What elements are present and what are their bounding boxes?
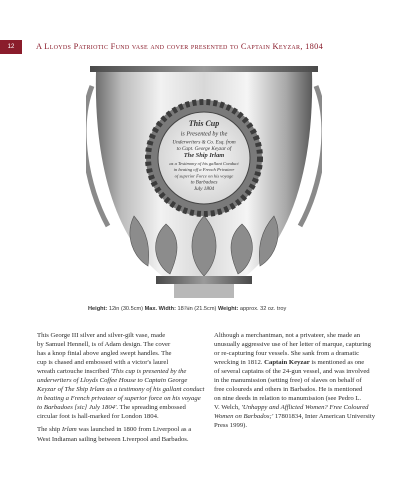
text-line: circular foot is hall-marked for London 1804. xyxy=(37,413,159,421)
figure-caption xyxy=(88,306,388,312)
cartouche-line: is Presented by the xyxy=(180,130,228,138)
text-line: cup is chased and embossed with a victor's laurel xyxy=(37,359,169,367)
text-run: The spreading embossed xyxy=(118,404,186,412)
text-run: is mentioned as one xyxy=(309,359,365,367)
cartouche-line: to Barbadoes xyxy=(190,180,218,186)
cartouche-line: Underwriters & Co. Esq. from xyxy=(172,139,236,146)
text-line: by Samuel Hennell, is of Adam design. The cover xyxy=(37,341,171,349)
body-column-right xyxy=(214,331,398,435)
paragraph-ship-history xyxy=(37,425,221,443)
inscription-quote: to Barbadoes [sic] July 1804'. xyxy=(37,404,119,412)
weight-label: Weight: xyxy=(217,306,239,312)
height-label: Height: xyxy=(88,306,108,312)
text-line xyxy=(37,403,221,412)
text-line: on nine deeds in relation to manumission (see Pedro L. xyxy=(214,395,362,403)
text-line: has a knop finial above angled swept handles. The xyxy=(37,350,172,358)
text-run: wrecking in 1812. xyxy=(214,359,265,367)
text-line: Although a merchantman, not a privateer, she made an xyxy=(214,332,361,339)
text-line xyxy=(37,394,221,403)
text-line: free coloureds and others in Barbados. He is mentioned xyxy=(214,386,363,394)
height-value: 12in (30.5cm) xyxy=(108,306,144,312)
inscription-quote: Keyzar of The Ship Irlam as a testimony of his gallant conduct xyxy=(37,386,205,394)
text-run: The ship xyxy=(37,426,62,434)
text-line xyxy=(214,403,398,412)
running-head: A Lloyds Patriotic Fund vase and cover presented to Captain Keyzar, 1804 xyxy=(36,42,324,51)
ship-name: Irlam xyxy=(61,426,77,434)
body-column-left xyxy=(37,331,221,448)
cartouche-line: The Ship Irlam xyxy=(183,152,225,159)
max-width-value: 18⅞in (21.5cm) xyxy=(177,306,217,312)
page-number: 12 xyxy=(0,40,22,54)
inscription-quote: in beating a French privateer of superior force on his voyage xyxy=(37,395,201,403)
text-run: wreath cartouche inscribed xyxy=(37,368,111,376)
vase-photograph xyxy=(86,66,322,298)
text-line xyxy=(37,376,221,385)
weight-value: approx. 32 oz. troy xyxy=(239,306,287,312)
cartouche-line: of superior Force on his voyage xyxy=(174,173,234,179)
text-run: V. Welch, xyxy=(214,404,242,412)
inscription-quote: 'This cup is presented by the xyxy=(110,368,187,376)
text-line: or re-capturing four vessels. She sank from a dramatic xyxy=(214,350,360,358)
text-line: West Indiaman sailing between Liverpool and Barbados. xyxy=(37,435,189,443)
text-line: unusually aggressive use of her letter of marque, capturing xyxy=(214,341,371,349)
text-line xyxy=(214,412,398,421)
text-line: Press 1999). xyxy=(214,422,248,430)
paragraph-description xyxy=(37,331,221,421)
cartouche-line: This Cup xyxy=(188,119,220,128)
text-line: This George III silver and silver-gilt vase, made xyxy=(37,332,166,339)
cartouche-line: in beating off a French Privateer xyxy=(173,167,235,173)
captain-name: Captain Keyzar xyxy=(264,359,310,367)
text-run: was launched in 1800 from Liverpool as a xyxy=(76,426,192,434)
text-line xyxy=(37,385,221,394)
citation-title: 'Unhappy and Afflicted Women? Free Coloured xyxy=(241,404,369,412)
max-width-label: Max. Width: xyxy=(144,306,176,312)
citation-title: Women on Barbados;' xyxy=(214,413,274,421)
paragraph-captain-keyzar xyxy=(214,331,398,431)
text-line xyxy=(37,367,221,376)
text-line xyxy=(37,425,221,434)
cartouche-line: as a Testimony of his gallant Conduct xyxy=(169,161,239,166)
inscription-quote: underwriters of Lloyds Coffee House to Captain George xyxy=(37,377,188,385)
text-run: 17801834, Inter American University xyxy=(273,413,376,421)
text-line xyxy=(214,358,398,367)
cartouche-line: July 1804 xyxy=(193,186,215,193)
text-line: of several captains of the 24-gun vessel, and was involved xyxy=(214,368,370,376)
text-line: in the manumission (setting free) of slaves on behalf of xyxy=(214,377,362,385)
cartouche-line: to Capt. George Keyzar of xyxy=(176,146,232,153)
